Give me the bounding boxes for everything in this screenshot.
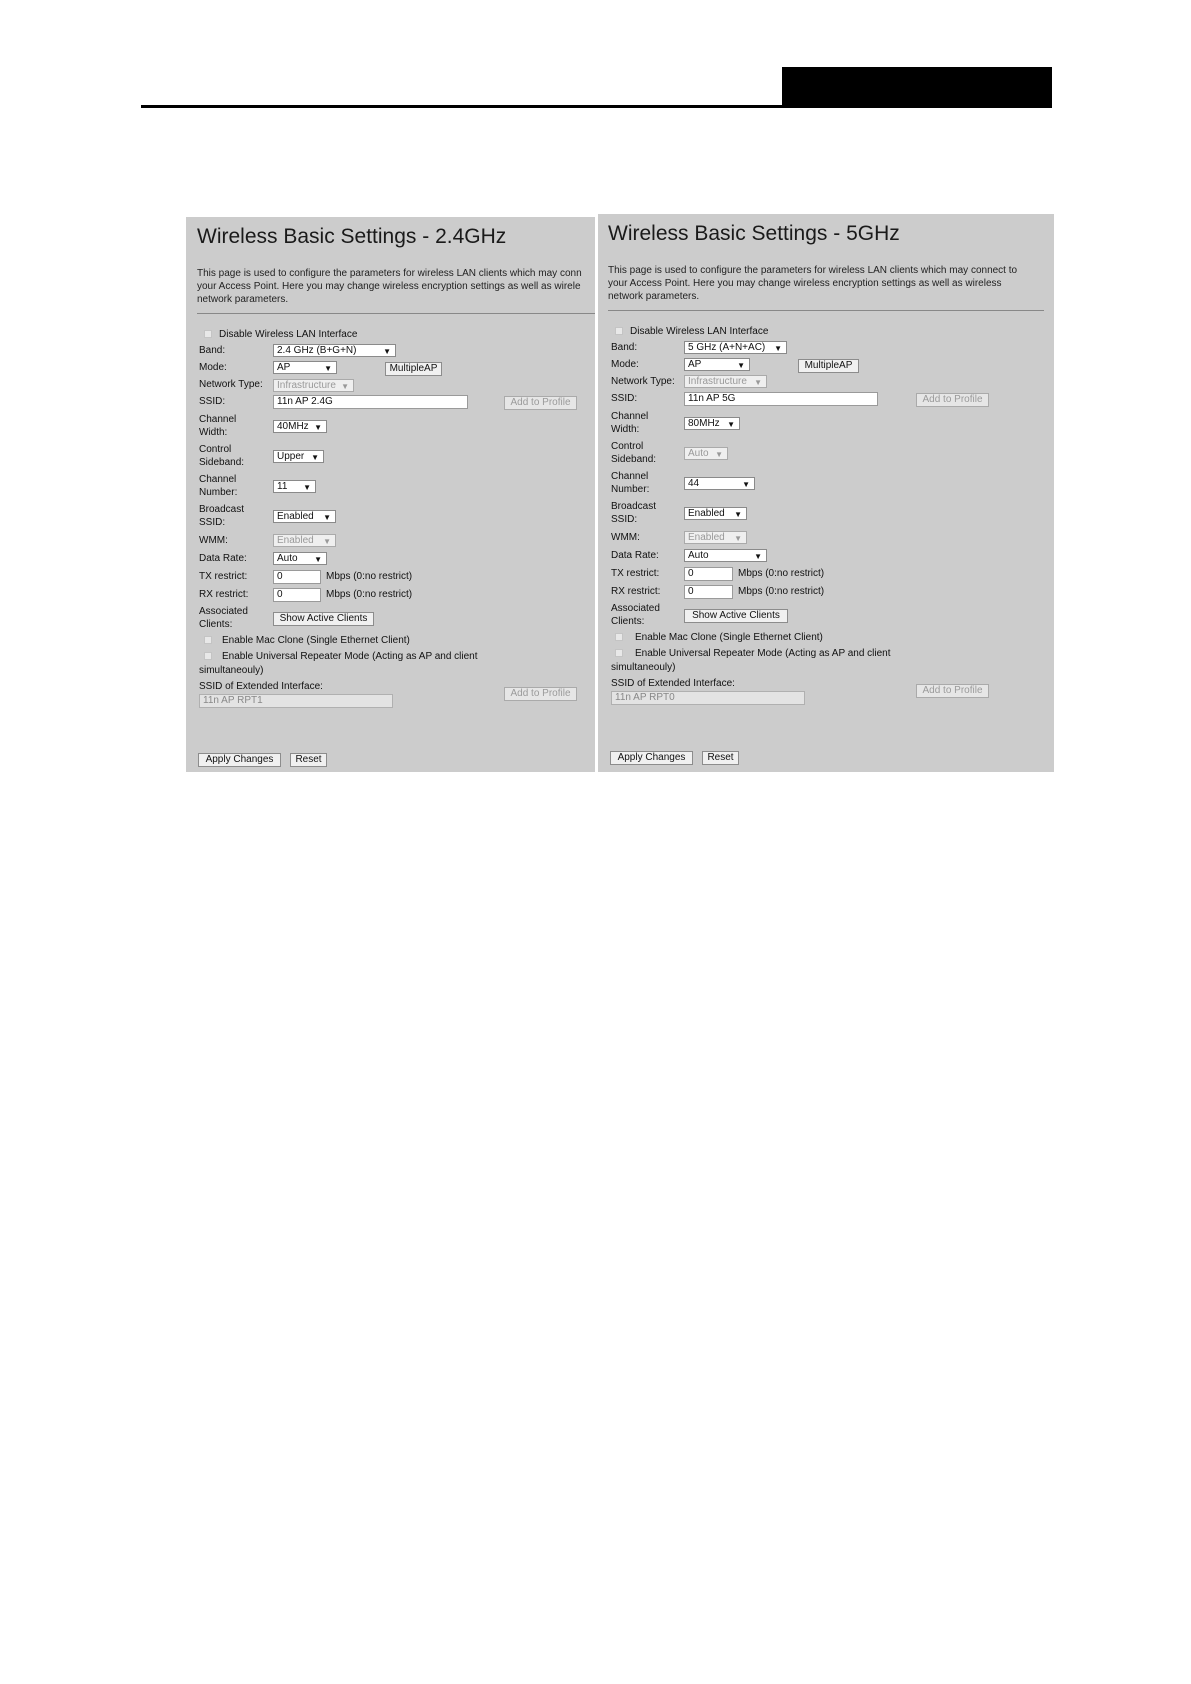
channel-width-value: 80MHz: [688, 418, 720, 429]
control-sideband-label-2: Sideband:: [199, 457, 245, 468]
mode-select[interactable]: [684, 358, 750, 371]
universal-repeater-label-1: Enable Universal Repeater Mode (Acting as AP and client: [222, 651, 478, 662]
mode-label: Mode:: [199, 362, 227, 373]
universal-repeater-label-2: simultaneouly): [611, 662, 676, 673]
control-sideband-value: Auto: [688, 448, 709, 459]
add-to-profile-button[interactable]: Add to Profile: [504, 396, 577, 410]
tx-restrict-unit: Mbps (0:no restrict): [738, 568, 825, 579]
header-black-block: [782, 67, 1052, 107]
band-value: 5 GHz (A+N+AC): [688, 342, 766, 353]
control-sideband-select[interactable]: [684, 447, 728, 460]
tx-restrict-label: TX restrict:: [611, 568, 660, 579]
header-rule: [141, 105, 1052, 108]
dropdown-arrow-icon: ▼: [323, 537, 331, 546]
rx-restrict-label: RX restrict:: [611, 586, 661, 597]
tx-restrict-input[interactable]: 0: [273, 570, 321, 584]
data-rate-select[interactable]: [684, 549, 767, 562]
dropdown-arrow-icon: ▼: [774, 344, 782, 353]
dropdown-arrow-icon: ▼: [314, 423, 322, 432]
reset-button[interactable]: Reset: [290, 753, 327, 767]
channel-number-select[interactable]: [684, 477, 755, 490]
network-type-select[interactable]: [684, 375, 767, 388]
mode-value: AP: [277, 362, 291, 373]
channel-number-label-1: Channel: [611, 471, 649, 482]
wmm-label: WMM:: [611, 532, 640, 543]
ssid-label: SSID:: [199, 396, 226, 407]
wmm-value: Enabled: [277, 535, 314, 546]
dropdown-arrow-icon: ▼: [754, 552, 762, 561]
universal-repeater-label-2: simultaneouly): [199, 665, 264, 676]
mac-clone-label: Enable Mac Clone (Single Ethernet Client): [635, 632, 823, 643]
panel-wireless-5ghz: [598, 214, 1054, 772]
tx-restrict-label: TX restrict:: [199, 571, 248, 582]
mac-clone-label: Enable Mac Clone (Single Ethernet Client): [222, 635, 410, 646]
channel-width-select[interactable]: [273, 420, 327, 433]
network-type-select[interactable]: [273, 379, 354, 392]
page-title: Wireless Basic Settings - 5GHz: [608, 222, 900, 245]
extended-ssid-label: SSID of Extended Interface:: [611, 678, 735, 689]
description-line-1: This page is used to configure the parameters for wireless LAN clients which may connect to: [608, 265, 1018, 276]
dropdown-arrow-icon: ▼: [314, 555, 322, 564]
wmm-label: WMM:: [199, 535, 228, 546]
associated-clients-label-1: Associated: [199, 606, 248, 617]
disable-wlan-label: Disable Wireless LAN Interface: [219, 329, 358, 340]
band-value: 2.4 GHz (B+G+N): [277, 345, 357, 356]
disable-wlan-label: Disable Wireless LAN Interface: [630, 326, 769, 337]
mode-select[interactable]: [273, 361, 337, 374]
dropdown-arrow-icon: ▼: [324, 364, 332, 373]
control-sideband-label-1: Control: [199, 444, 232, 455]
data-rate-label: Data Rate:: [199, 553, 247, 564]
wmm-select[interactable]: [273, 534, 336, 547]
data-rate-select[interactable]: [273, 552, 327, 565]
control-sideband-label-1: Control: [611, 441, 644, 452]
associated-clients-label-1: Associated: [611, 603, 660, 614]
divider: [608, 310, 1044, 311]
extended-ssid-label: SSID of Extended Interface:: [199, 681, 323, 692]
extended-ssid-input[interactable]: 11n AP RPT1: [199, 694, 393, 708]
band-label: Band:: [611, 342, 638, 353]
show-active-clients-button[interactable]: Show Active Clients: [684, 609, 788, 623]
broadcast-ssid-label-1: Broadcast: [199, 504, 245, 515]
channel-number-value: 11: [277, 481, 288, 492]
data-rate-value: Auto: [688, 550, 709, 561]
channel-number-label-1: Channel: [199, 474, 237, 485]
control-sideband-value: Upper: [277, 451, 305, 462]
show-active-clients-button[interactable]: Show Active Clients: [273, 612, 374, 626]
extended-ssid-input[interactable]: 11n AP RPT0: [611, 691, 805, 705]
dropdown-arrow-icon: ▼: [311, 453, 319, 462]
control-sideband-label-2: Sideband:: [611, 454, 657, 465]
channel-number-value: 44: [688, 478, 700, 489]
network-type-label: Network Type:: [199, 379, 263, 390]
channel-number-select[interactable]: [273, 480, 316, 493]
ssid-label: SSID:: [611, 393, 638, 404]
dropdown-arrow-icon: ▼: [341, 382, 349, 391]
apply-changes-button[interactable]: Apply Changes: [198, 753, 281, 767]
broadcast-ssid-value: Enabled: [277, 511, 314, 522]
band-select[interactable]: [684, 341, 787, 354]
description-line-2: your Access Point. Here you may change wireless encryption settings as well as wireless: [608, 278, 1002, 289]
associated-clients-label-2: Clients:: [199, 619, 233, 630]
band-label: Band:: [199, 345, 226, 356]
mode-label: Mode:: [611, 359, 639, 370]
universal-repeater-label-1: Enable Universal Repeater Mode (Acting as AP and client: [635, 648, 891, 659]
ssid-input[interactable]: 11n AP 2.4G: [273, 395, 468, 409]
extended-add-to-profile-button[interactable]: Add to Profile: [916, 684, 989, 698]
description-line-3: network parameters.: [197, 294, 289, 305]
broadcast-ssid-select[interactable]: [684, 507, 747, 520]
dropdown-arrow-icon: ▼: [734, 510, 742, 519]
channel-width-value: 40MHz: [277, 421, 309, 432]
mac-clone-checkbox[interactable]: [615, 633, 623, 641]
broadcast-ssid-label-1: Broadcast: [611, 501, 657, 512]
channel-width-label-1: Channel: [199, 414, 237, 425]
channel-width-label-2: Width:: [611, 424, 640, 435]
channel-width-select[interactable]: [684, 417, 740, 430]
universal-repeater-checkbox[interactable]: [204, 652, 212, 660]
description-line-3: network parameters.: [608, 291, 700, 302]
broadcast-ssid-label-2: SSID:: [611, 514, 638, 525]
universal-repeater-checkbox[interactable]: [615, 649, 623, 657]
ssid-input[interactable]: 11n AP 5G: [684, 392, 878, 406]
page-title: Wireless Basic Settings - 2.4GHz: [197, 225, 507, 248]
divider: [197, 313, 595, 314]
multipleap-button[interactable]: MultipleAP: [798, 359, 859, 373]
data-rate-label: Data Rate:: [611, 550, 659, 561]
dropdown-arrow-icon: ▼: [742, 480, 750, 489]
dropdown-arrow-icon: ▼: [715, 450, 723, 459]
channel-number-label-2: Number:: [199, 487, 238, 498]
reset-button[interactable]: Reset: [702, 751, 739, 765]
panel-wireless-24ghz: [186, 217, 595, 772]
rx-restrict-unit: Mbps (0:no restrict): [326, 589, 413, 600]
rx-restrict-input[interactable]: 0: [684, 585, 733, 599]
rx-restrict-label: RX restrict:: [199, 589, 249, 600]
mode-value: AP: [688, 359, 702, 370]
tx-restrict-unit: Mbps (0:no restrict): [326, 571, 413, 582]
control-sideband-select[interactable]: [273, 450, 324, 463]
rx-restrict-unit: Mbps (0:no restrict): [738, 586, 825, 597]
broadcast-ssid-select[interactable]: [273, 510, 336, 523]
disable-wlan-checkbox[interactable]: [615, 327, 623, 335]
dropdown-arrow-icon: ▼: [303, 483, 311, 492]
channel-number-label-2: Number:: [611, 484, 650, 495]
tx-restrict-input[interactable]: 0: [684, 567, 733, 581]
description-line-2: your Access Point. Here you may change wireless encryption settings as well as wirele: [197, 281, 581, 292]
dropdown-arrow-icon: ▼: [383, 347, 391, 356]
extended-add-to-profile-button[interactable]: Add to Profile: [504, 687, 577, 701]
broadcast-ssid-label-2: SSID:: [199, 517, 226, 528]
wmm-value: Enabled: [688, 532, 725, 543]
network-type-value: Infrastructure: [277, 380, 336, 391]
channel-width-label-1: Channel: [611, 411, 649, 422]
apply-changes-button[interactable]: Apply Changes: [610, 751, 693, 765]
description-line-1: This page is used to configure the parameters for wireless LAN clients which may conn: [197, 268, 582, 279]
dropdown-arrow-icon: ▼: [737, 361, 745, 370]
add-to-profile-button[interactable]: Add to Profile: [916, 393, 989, 407]
dropdown-arrow-icon: ▼: [754, 378, 762, 387]
rx-restrict-input[interactable]: 0: [273, 588, 321, 602]
disable-wlan-checkbox[interactable]: [204, 330, 212, 338]
data-rate-value: Auto: [277, 553, 298, 564]
dropdown-arrow-icon: ▼: [323, 513, 331, 522]
dropdown-arrow-icon: ▼: [734, 534, 742, 543]
network-type-value: Infrastructure: [688, 376, 747, 387]
channel-width-label-2: Width:: [199, 427, 228, 438]
network-type-label: Network Type:: [611, 376, 675, 387]
broadcast-ssid-value: Enabled: [688, 508, 725, 519]
dropdown-arrow-icon: ▼: [727, 420, 735, 429]
multipleap-button[interactable]: MultipleAP: [385, 362, 442, 376]
mac-clone-checkbox[interactable]: [204, 636, 212, 644]
associated-clients-label-2: Clients:: [611, 616, 645, 627]
wmm-select[interactable]: [684, 531, 747, 544]
band-select[interactable]: [273, 344, 396, 357]
